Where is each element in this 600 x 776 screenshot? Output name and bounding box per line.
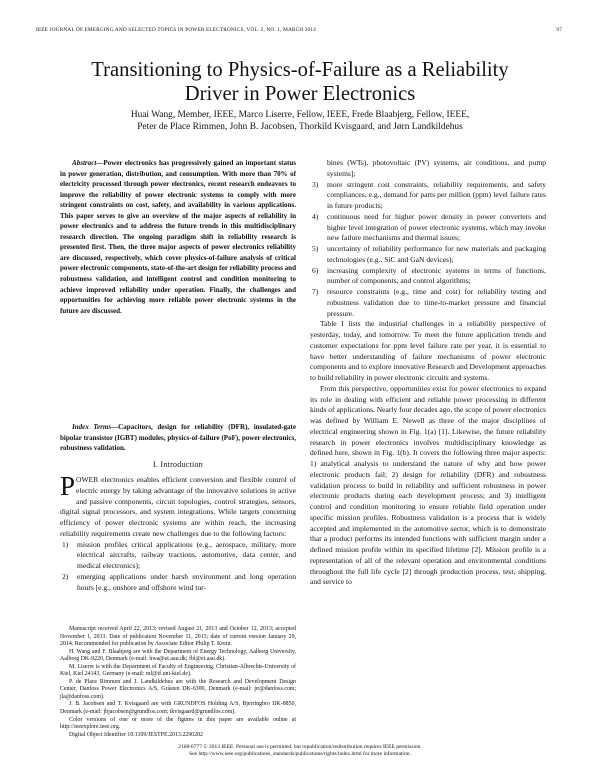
- intro-text: OWER electronics enables efficient conversion and flexible control of electric energy by taking advantage of the innovative solutions in active and passive components, circuit topologies, control strategies, sensors, digital signal processors, and system integrations. While targets concerning efficiency of power electronic systems are within reach, the increasing reliability requirements create new challenges due to the following factors:: [60, 475, 296, 538]
- footnotes: [60, 626, 296, 739]
- footnote-affiliation: P. de Place Rimmen and J. Landkildehus are with the Research and Development Design Center, Danfoss Power Electronics A/S, Gråsten DK-6300, Denmark (e-mail: pr@danfoss.com; jla@danfoss.com).: [60, 678, 296, 700]
- abstract: [60, 158, 296, 316]
- footnote-affiliation: M. Liserre is with the Department of Faculty of Engineering, Christian-Albrechts-University of Kiel, Kiel 24143, Germany (e-mail: ml@tf.uni-kiel.de).: [60, 663, 296, 678]
- list-item: 2) emerging applications under harsh environment and long operation hours [e.g., onshore and offshore wind tur-: [62, 571, 296, 592]
- index-terms: [60, 422, 296, 454]
- challenge-list-left: [60, 540, 296, 594]
- copyright-line: 2168-6777 © 2013 IEEE. Personal use is permitted, but republication/redistribution requires IEEE permission.: [178, 744, 422, 750]
- introduction-left: [60, 471, 296, 593]
- list-item: 6) increasing complexity of electronic systems in terms of functions, number of components, and control algorithms;: [312, 265, 546, 286]
- index-terms-label: Index Terms: [72, 423, 112, 431]
- intro-paragraph: [60, 471, 296, 540]
- paragraph-perspective: From this perspective, opportunities exist for power electronics to expand its role in dealing with efficient and reliable power processing in different kinds of applications. Nearly four decades ago, the scope of power electronics was defined by William E. Newell as three of the major disciplines of electrical engineering shown in Fig. 1(a) [1]. Likewise, the future reliability research in power electronics involves multidisciplinary knowledge as defined here, shown in Fig. 1(b). It covers the following three major aspects: 1) analytical analysis to understand the nature of why and how power electronic products fail; 2) design for reliability (DFR) and robustness validation process to build in reliability and sufficient robustness in power electronic products during each development process; and 3) intelligent control and condition monitoring to ensure reliable field operation under specific mission profiles. Robustness validation is a process that is widely accepted and implemented in the automotive sector, which is to demonstrate that a product performs its intended functions with sufficient margin under a defined mission profile within its specified lifetime [2]. Mission profile is a representation of all of the relevant operation and environmental conditions throughout the full life cycle [2] through production process, test, shipping, and service to: [310, 383, 546, 587]
- section-heading: I. Introduction: [152, 460, 204, 469]
- drop-cap: P: [60, 471, 76, 501]
- list-item: 3) more stringent cost constraints, reliability requirements, and safety compliances, e.g., demand for parts per million (ppm) level failure rates in future products;: [312, 179, 546, 210]
- footnote-affiliation: H. Wang and F. Blaabjerg are with the Department of Energy Technology, Aalborg University, Aalborg DK-9220, Denmark (e-mail: hwa@et.aau.dk; fbl@et.aau.dk).: [60, 648, 296, 663]
- paper-title: [30, 58, 570, 106]
- footnote-manuscript: Manuscript received April 22, 2013; revised August 21, 2013 and October 12, 2013; accepted November 1, 2013. Date of publication November 11, 2013; date of current version January 29, 2014. Recommended for publication by Associate Editor Philip T. Krein.: [60, 626, 296, 648]
- abstract-label: Abstract: [72, 159, 97, 167]
- right-column: [310, 158, 546, 588]
- list-item: 4) continuous need for higher power density in power converters and higher level integration of power electronic systems, which may invoke new failure mechanisms and thermal issues;: [312, 211, 546, 243]
- list-item: 7) resource constraints (e.g., time and cost) for reliability testing and robustness validation due to time-to-market pressure and financial pressure.: [312, 287, 546, 318]
- footnote-doi: Digital Object Identifier 10.1109/JESTPE.2013.2290282: [69, 731, 203, 738]
- footnote-color: Color versions of one or more of the figures in this paper are available online at http://ieeexplore.ieee.org.: [60, 716, 296, 731]
- title-line-1: Transitioning to Physics-of-Failure as a Reliability: [91, 59, 509, 81]
- index-terms-text: —Capacitors, design for reliability (DFR), insulated-gate bipolar transistor (IGBT) modules, physics-of-failure (PoF), power electronics, robustness validation.: [60, 423, 296, 453]
- list-item: 5) uncertainty of reliability performance for new materials and packaging technologies (e.g., SiC and GaN devices);: [312, 244, 546, 264]
- list-item: 1) mission profiles critical applications (e.g., aerospace, military, more electrical aircrafts, railway tractions, automotive, data center, and medical electronics);: [62, 539, 296, 570]
- list-item: bines (WTs), photovoltaic (PV) systems, air conditions, and pump systems];: [327, 158, 546, 178]
- copyright-footer: [30, 744, 570, 759]
- footnote-affiliation: J. B. Jacobsen and T. Kvisgaard are with GRUNDFOS Holding A/S, Bjerringbro DK-8850, Denmark (e-mail: jbjacobsen@grundfos.com; tkvisgaard@grundfos.com).: [60, 701, 296, 716]
- journal-name: IEEE JOURNAL OF EMERGING AND SELECTED TOPICS IN POWER ELECTRONICS, VOL. 2, NO. 1, MARCH 2014: [36, 27, 316, 33]
- rights-link-line: See http://www.ieee.org/publications_standards/publications/rights/index.html for more information.: [189, 751, 411, 758]
- paragraph-table-reference: Table I lists the industrial challenges in a reliability perspective of yesterday, today, and tomorrow. To meet the future application trends and customer expectations for ppm level failure rate per year, it is essential to have better understanding of failure mechanisms of power electronic components and to explore innovative Research and Development approaches to build reliability in power electronic circuits and systems.: [310, 319, 546, 382]
- abstract-text: —Power electronics has progressively gained an important status in power generation, distribution, and consumption. With more than 70% of electricity processed through power electronics, recent research endeavors to improve the reliability of power electronic systems to comply with more stringent constraints on cost, safety, and availability in various applications. This paper serves to give an overview of the major aspects of reliability in power electronics and to address the future trends in this multidisciplinary research direction. The ongoing paradigm shift in reliability research is presented first. Then, the three major aspects of power electronics reliability are discussed, respectively, which cover physics-of-failure analysis of critical power electronic components, state-of-the-art design for reliability process and robustness validation, and intelligent control and condition monitoring to achieve improved reliability under operation. Finally, the challenges and opportunities for achieving more reliable power electronic systems in the future are discussed.: [60, 159, 296, 315]
- authors-line-1: Huai Wang, Member, IEEE, Marco Liserre, Fellow, IEEE, Frede Blaabjerg, Fellow, IEEE,: [130, 110, 470, 120]
- author-list: [30, 109, 570, 134]
- page-number: 97: [556, 27, 562, 33]
- challenge-list-right: [310, 158, 546, 319]
- title-line-2: Driver in Power Electronics: [184, 83, 416, 105]
- running-header: [36, 27, 562, 39]
- authors-line-2: Peter de Place Rimmen, John B. Jacobsen, Thorkild Kvisgaard, and Jørn Landkildehus: [137, 122, 463, 133]
